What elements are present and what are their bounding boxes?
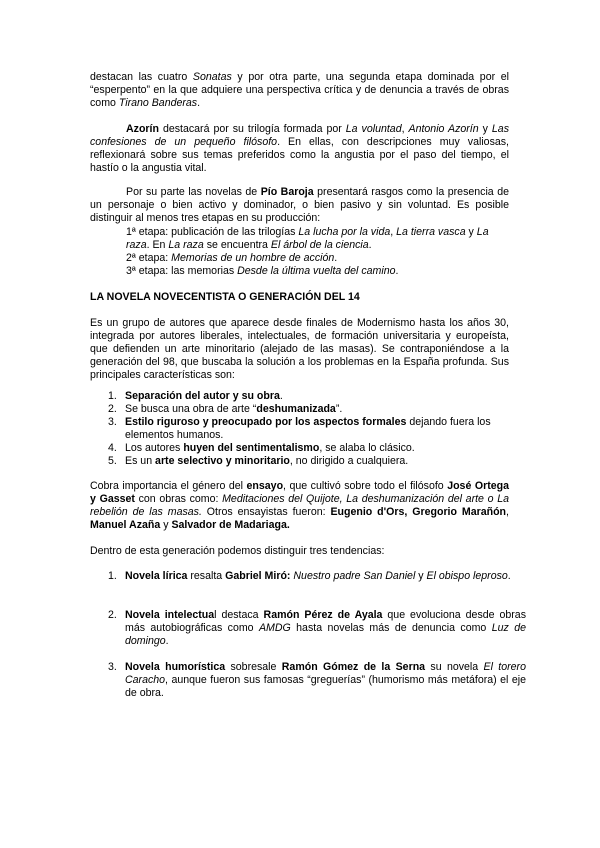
list-item: 1. Separación del autor y su obra. [108, 390, 283, 402]
list-item: 3. Novela humorística sobresale Ramón Gómez de la Serna su novela El torero Caracho, aunque fueron sus famosas “greguerías” (humorismo más metáfora) el eje de obra. [108, 661, 526, 699]
list-item: 1. Novela lírica resalta Gabriel Miró: Nuestro padre San Daniel y El obispo leproso. [108, 570, 511, 582]
section-heading: LA NOVELA NOVECENTISTA O GENERACIÓN DEL 14 [90, 291, 360, 303]
paragraph-novecentismo: Es un grupo de autores que aparece desde finales de Modernismo hasta los años 30, integrada por autores liberales, intelectuales, de formación universitaria y europeísta, que defienden un arte minoritario (alejado de las masas). Se contraponiéndose a la generación del 98, que buscaba la solución a los problemas en la España profunda. Sus principales características son: [90, 317, 509, 381]
paragraph-ensayo: Cobra importancia el género del ensayo, que cultivó sobre todo el filósofo José Ortega y Gasset con obras como: Meditaciones del Quijote, La deshumanización del arte o La rebelión de las masas. Otros ensayistas fueron: Eugenio d'Ors, Gregorio Marañón, Manuel Azaña y Salvador de Madariaga. [90, 480, 509, 531]
paragraph-azorin: Azorín destacará por su trilogía formada por La voluntad, Antonio Azorín y Las confesiones de un pequeño filósofo. En ellas, con descripciones muy valiosas, reflexionará sobre sus temas preferidos como la angustia por el paso del tiempo, el hastío o la angustia vital. [90, 123, 509, 174]
list-item: 5. Es un arte selectivo y minoritario, no dirigido a cualquiera. [108, 455, 409, 467]
etapa-3: 3ª etapa: las memorias Desde la última vuelta del camino. [126, 265, 399, 277]
caracteristicas-list [108, 390, 509, 468]
list-item: 2. Novela intelectual destaca Ramón Pérez de Ayala que evoluciona desde obras más autobiográficas como AMDG hasta novelas más de denuncia como Luz de domingo. [108, 609, 526, 647]
list-item: 2. Se busca una obra de arte “deshumanizada”. [108, 403, 343, 415]
paragraph-valle-inclan: destacan las cuatro Sonatas y por otra parte, una segunda etapa dominada por el “esperpento” en la que adquiere una perspectiva crítica y de denuncia a través de obras como Tirano Banderas. [90, 71, 509, 109]
list-item: 4. Los autores huyen del sentimentalismo, se alaba lo clásico. [108, 442, 415, 454]
list-item: 3. Estilo riguroso y preocupado por los aspectos formales dejando fuera los elementos humanos. [108, 416, 491, 441]
paragraph-baroja: Por su parte las novelas de Pío Baroja presentará rasgos como la presencia de un personaje o bien activo y dominador, o bien pasivo y sin voluntad. Es posible distinguir al menos tres etapas en su producción: [90, 186, 509, 224]
paragraph-tendencias-intro: Dentro de esta generación podemos distinguir tres tendencias: [90, 545, 385, 557]
etapa-1: 1ª etapa: publicación de las trilogías La lucha por la vida, La tierra vasca y La raza. En La raza se encuentra El árbol de la ciencia. [126, 226, 489, 251]
etapa-2: 2ª etapa: Memorias de un hombre de acción. [126, 252, 338, 264]
